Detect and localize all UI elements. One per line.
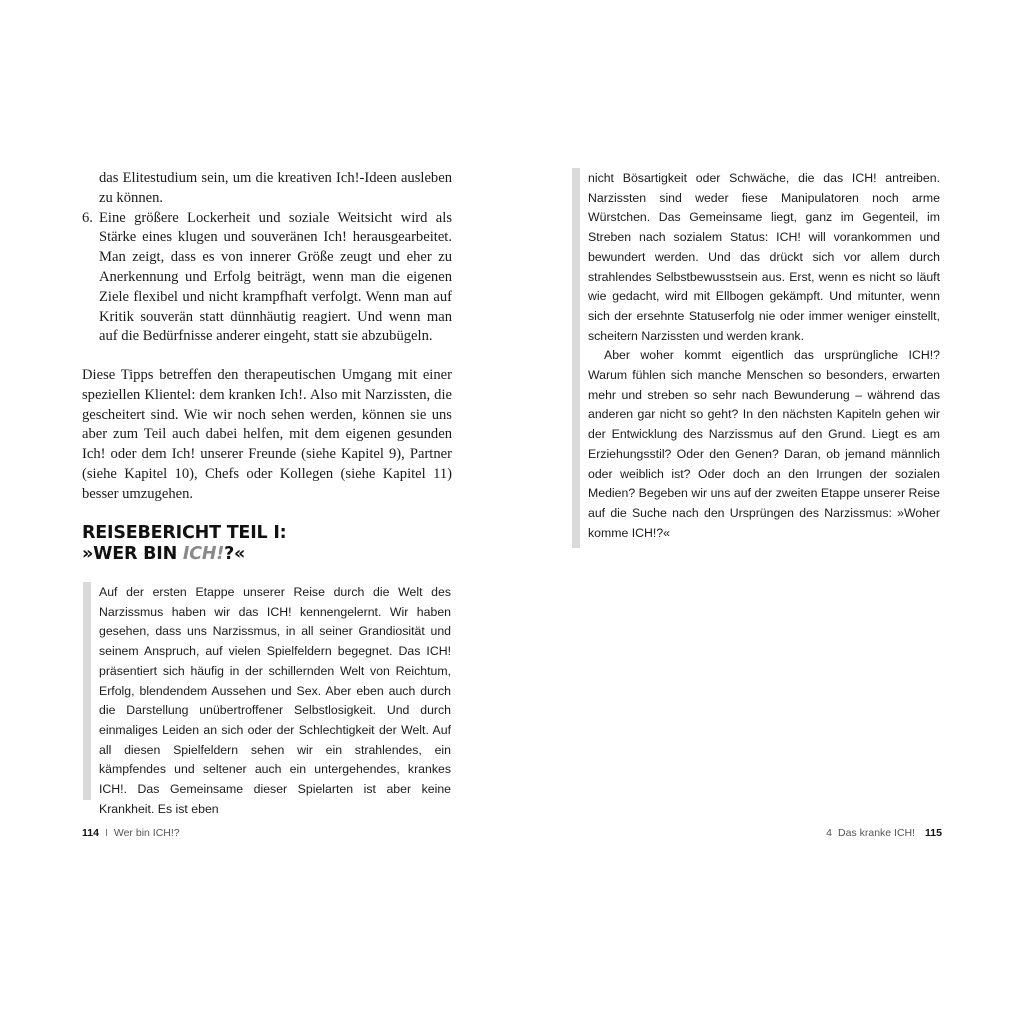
heading-line-2	[82, 544, 462, 565]
heading-line-2-suffix: ?«	[224, 544, 246, 564]
page-number-right: 115	[925, 827, 942, 839]
page-number-left: 114	[82, 827, 99, 839]
list-item-6	[82, 209, 452, 348]
heading-line-2-prefix: »WER BIN	[82, 544, 183, 564]
quote-bar-right	[572, 168, 580, 548]
tips-paragraph-block	[82, 366, 452, 505]
quote-paragraph-1: nicht Bösartigkeit oder Schwäche, die das ICH! antreiben. Narzissten sind weder fiese Manipulatoren noch arme Würstchen. Das Gemeinsame liegt, ganz im Gegenteil, im Streben nach sozialem Status: ICH! will vorankommen und bewundert werden. Und das drückt sich vor allem durch strahlendes Selbstbewusstsein aus. Erst, wenn es nicht so läuft wie gedacht, wird mit Ellbogen gekämpft. Und mitunter, wenn sich der ersehnte Statuserfolg nie oder immer weniger einstellt, scheitern Narzissten und werden krank.	[588, 171, 940, 343]
list-item-number: 6.	[82, 209, 93, 226]
quote-paragraph-2: Aber woher kommt eigentlich das ursprüngliche ICH!? Warum fühlen sich manche Menschen so besonders, erwarten mehr und streben so sehr nach Bewunderung – während das anderen gar nicht so geht? In den nächsten Kapiteln gehen wir der Entwicklung des Narzissmus auf den Grund. Liegt es am Erziehungsstil? Oder den Genen? Daran, ob jemand männlich oder weiblich ist? Oder doch an den Irrungen der sozialen Medien? Begeben wir uns auf der zweiten Etappe unserer Reise auf die Suche nach den Ursprüngen des Narzissmus: »Woher komme ICH!?«	[588, 348, 940, 540]
travel-report-quote	[99, 583, 451, 819]
section-heading	[82, 523, 462, 565]
running-title-left: Wer bin ICH!?	[113, 827, 180, 839]
heading-accent-ich: ICH!	[182, 544, 225, 564]
quote-text-left: Auf der ersten Etappe unserer Reise durch die Welt des Narzissmus haben wir das ICH! kennengelernt. Wir haben gesehen, dass uns Narzissmus, in all seiner Grandiosität und seinem Anspruch, auf vielen Spielfeldern begegnet. Das ICH! präsentiert sich häufig in der schillernden Welt von Reichtum, Erfolg, blendendem Aussehen und Sex. Aber eben auch durch die Darstellung unübertroffener Selbstlosigkeit. Und durch einmaliges Leiden an sich oder der Schlechtigkeit der Welt. Auf all diesen Spielfeldern sehen wir ein strahlendes, ein kämpfendes und seltener auch ein untergehendes, krankes ICH!. Das Gemeinsame dieser Spielarten ist aber keine Krankheit. Es ist eben	[99, 585, 451, 816]
quote-bar-left	[83, 582, 91, 800]
list-item-text: Eine größere Lockerheit und soziale Weitsicht wird als Stärke eines klugen und souveränen Ich! herausgearbeitet. Man zeigt, dass es von innerer Größe zeugt und eher zu Anerkennung und Erfolg beiträgt, wenn man die eigenen Ziele flexibel und nicht krampfhaft verfolgt. Wenn man auf Kritik souverän statt dünnhäutig reagiert. Und wenn man auf die Bedürfnisse anderer eingeht, statt sie abzubügeln.	[99, 209, 452, 345]
footer-separator: I	[104, 827, 108, 839]
footer-right	[826, 827, 942, 839]
travel-report-quote-continued	[588, 169, 940, 543]
continued-list-text: das Elitestudium sein, um die kreativen Ich!-Ideen ausleben zu können.	[99, 170, 452, 206]
heading-line-1: REISEBERICHT TEIL I:	[82, 523, 287, 543]
tips-paragraph: Diese Tipps betreffen den therapeutischen Umgang mit einer speziellen Klientel: dem kranken Ich!. Also mit Narzissten, die gescheitert sind. Wie wir noch sehen werden, können sie uns aber zum Teil auch dabei helfen, mit dem eigenen gesunden Ich! oder dem Ich! unserer Freunde (siehe Kapitel 9), Partner (siehe Kapitel 10), Chefs oder Kollegen (siehe Kapitel 11) besser umzugehen.	[82, 367, 452, 502]
footer-left	[82, 827, 180, 839]
chapter-number: 4	[826, 827, 833, 839]
list-continuation-block	[82, 169, 452, 347]
running-title-right: Das kranke ICH!	[838, 827, 916, 839]
